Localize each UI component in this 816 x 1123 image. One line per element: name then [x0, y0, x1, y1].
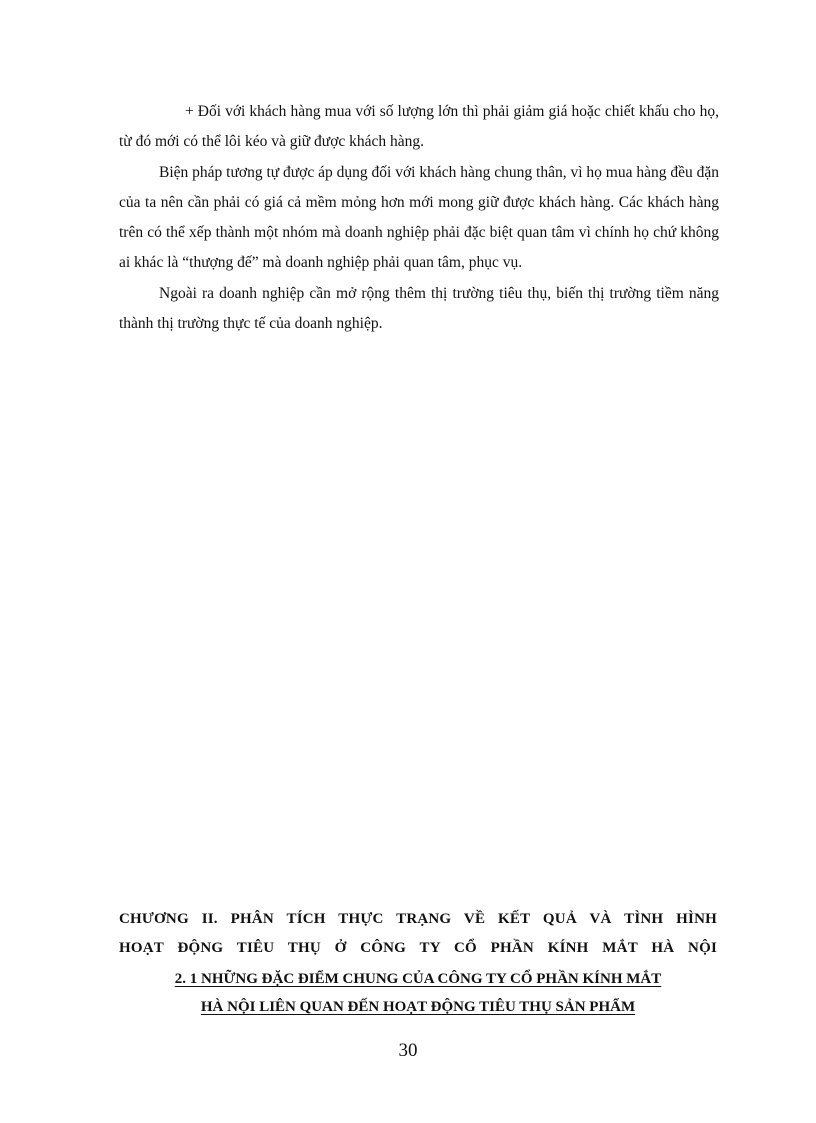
paragraph-market-expansion: Ngoài ra doanh nghiệp cần mở rộng thêm thị trường tiêu thụ, biến thị trường tiềm năng thành thị trường thực tế của doanh nghiệp. [119, 284, 719, 333]
paragraph-discount: + Đối với khách hàng mua với số lượng lớn thì phải giảm giá hoặc chiết khấu cho họ, từ đó mới có thể lôi kéo và giữ được khách hàng. [119, 103, 719, 151]
section-heading-line-1-wrap [119, 965, 717, 993]
chapter-heading-line-2: HOẠT ĐỘNG TIÊU THỤ Ở CÔNG TY CỔ PHẦN KÍNH MẮT HÀ NỘI [119, 940, 717, 956]
section-heading [119, 965, 717, 1021]
section-heading-line-1: 2. 1 NHỮNG ĐẶC ĐIỂM CHUNG CỦA CÔNG TY CỔ PHẦN KÍNH MẮT [174, 971, 662, 987]
section-heading-line-2-wrap [119, 993, 717, 1021]
paragraph-loyal-customers: Biện pháp tương tự được áp dụng đối với khách hàng chung thân, vì họ mua hàng đều đặn của ta nên cần phải có giá cả mềm mỏng hơn mới mong giữ được khách hàng. Các khách hàng trên có thể xếp thành một nhóm mà doanh nghiệp phải đặc biệt quan tâm vì chính họ chứ không ai khác là “thượng đế” mà doanh nghiệp phải quan tâm, phục vụ. [119, 163, 719, 272]
chapter-heading-line-1: CHƯƠNG II. PHÂN TÍCH THỰC TRẠNG VỀ KẾT QUẢ VÀ TÌNH HÌNH [119, 911, 717, 927]
chapter-heading [119, 905, 717, 963]
page-number: 30 [398, 1040, 418, 1061]
body-text [119, 97, 719, 339]
section-heading-line-2: HÀ NỘI LIÊN QUAN ĐẾN HOẠT ĐỘNG TIÊU THỤ SẢN PHẨM [200, 999, 636, 1015]
